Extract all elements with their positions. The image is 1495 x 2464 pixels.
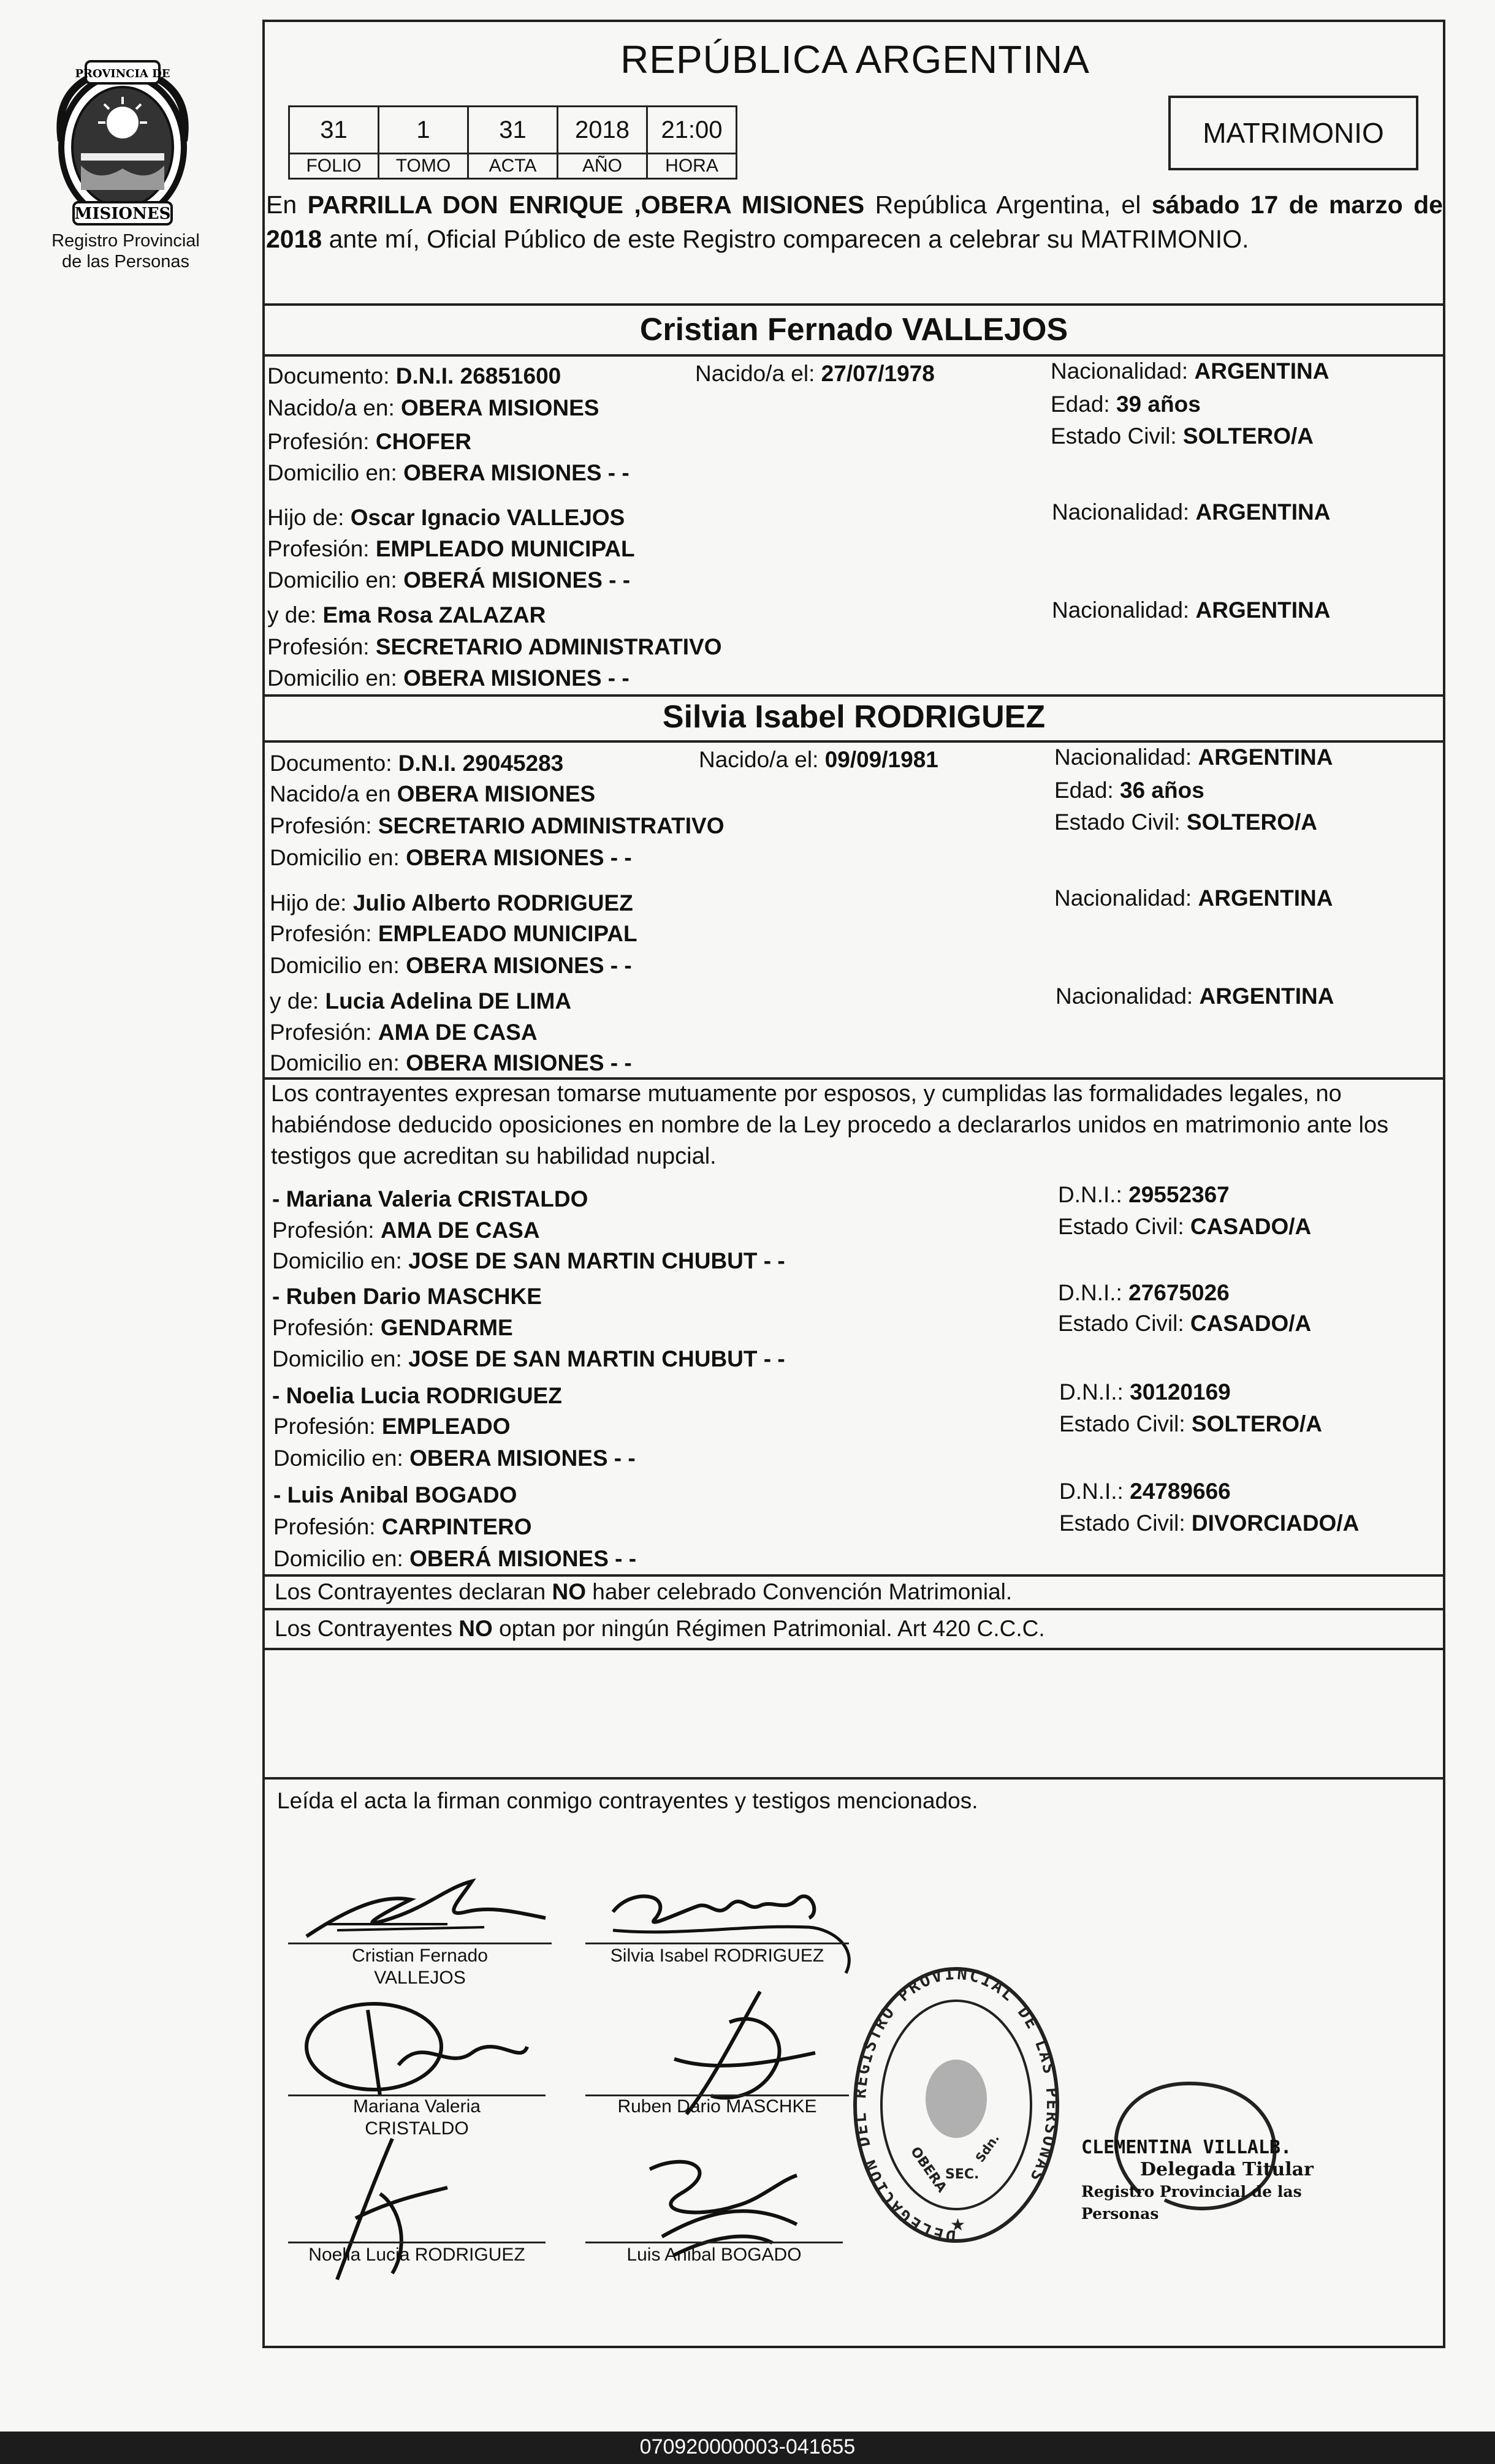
- svg-text:★: ★: [950, 2215, 966, 2235]
- regime-no: NO: [458, 1616, 493, 1641]
- label: Domicilio en:: [270, 953, 400, 978]
- witness-2-civil-status: [1058, 1309, 1311, 1338]
- witness-1-civil-status: [1058, 1212, 1311, 1241]
- witness-2-signature-label: Ruben Dario MASCHKE: [617, 2096, 817, 2117]
- label: Profesión:: [272, 1218, 375, 1243]
- convention-pre: Los Contrayentes declaran: [275, 1579, 552, 1604]
- label: Domicilio en:: [273, 1446, 403, 1471]
- seal-ring-text: DELEGACION DEL REGISTRO PROVINCIAL DE LAS PERSONAS: [850, 1964, 1062, 2246]
- groom-civil-value: SOLTERO/A: [1182, 423, 1314, 449]
- bride-mother-profession-value: AMA DE CASA: [378, 1020, 538, 1045]
- witness-3-signature-icon: [319, 2132, 466, 2292]
- divider: [262, 1777, 1445, 1780]
- sig-name-2: CRISTALDO: [365, 2118, 469, 2139]
- witness-1-address-value: JOSE DE SAN MARTIN CHUBUT - -: [408, 1248, 785, 1273]
- groom-profession: [267, 427, 471, 457]
- ceremony-place: PARRILLA DON ENRIQUE ,OBERA MISIONES: [307, 191, 865, 219]
- groom-father-nationality-value: ARGENTINA: [1195, 499, 1331, 525]
- witness-4-civil-status: [1059, 1509, 1359, 1538]
- declaration-text: Los contrayentes expresan tomarse mutuamente por esposos, y cumplidas las formalidades legales, no habiéndose deducido oposiciones en nombre de la Ley procedo a declararlos unidos en matrimonio ante los testigos que acreditan su habilidad nupcial.: [271, 1081, 1389, 1169]
- label: Edad:: [1054, 778, 1114, 803]
- witness-4-civil-value: DIVORCIADO/A: [1191, 1511, 1360, 1536]
- label: D.N.I.:: [1058, 1280, 1122, 1305]
- groom-name: Cristian Fernado VALLEJOS: [639, 312, 1068, 347]
- closing-text: Leída el acta la firman conmigo contrayentes y testigos mencionados.: [277, 1788, 978, 1813]
- year-value: 2018: [558, 107, 647, 154]
- witness-3-name: - Noelia Lucia RODRIGUEZ: [272, 1383, 562, 1408]
- witness-3-address: [273, 1444, 636, 1473]
- bride-profession: [270, 811, 724, 841]
- label: Domicilio en:: [272, 1248, 402, 1273]
- groom-dni: D.N.I. 26851600: [395, 363, 561, 389]
- witness-2-dni-value: 27675026: [1128, 1280, 1230, 1305]
- witness-3-dni-value: 30120169: [1130, 1379, 1231, 1404]
- witness-2-profession-value: GENDARME: [380, 1315, 513, 1340]
- bride-mother-address: [270, 1048, 632, 1078]
- groom-nationality: [1051, 357, 1329, 386]
- bride-nationality-value: ARGENTINA: [1198, 745, 1333, 770]
- witness-2-profession: [272, 1313, 513, 1343]
- bride-nationality: [1054, 743, 1333, 772]
- witness-4-dni-value: 24789666: [1130, 1479, 1231, 1504]
- regime-text: [275, 1614, 1045, 1643]
- bride-mother-profession: [270, 1018, 538, 1047]
- province-emblem: [49, 61, 196, 227]
- label: Nacionalidad:: [1056, 984, 1193, 1009]
- groom-father-address: [267, 566, 630, 595]
- act-type-box: MATRIMONIO: [1168, 96, 1418, 170]
- witness-3-profession: [273, 1412, 511, 1441]
- bride-dni: D.N.I. 29045283: [398, 751, 564, 776]
- bride-father-nationality: [1054, 884, 1333, 913]
- divider: [262, 1648, 1445, 1650]
- official-name: CLEMENTINA VILLALB.: [1081, 2137, 1292, 2158]
- label: y de:: [270, 988, 319, 1014]
- folio-value: 31: [289, 107, 379, 154]
- label: Domicilio en:: [270, 845, 400, 870]
- label: Nacionalidad:: [1051, 358, 1189, 384]
- bride-birthplace: [270, 779, 595, 809]
- bride-document: [270, 749, 563, 778]
- bride-father-nationality-value: ARGENTINA: [1198, 885, 1333, 911]
- witness-2-civil-value: CASADO/A: [1190, 1311, 1312, 1336]
- label: Profesión:: [267, 536, 370, 561]
- signature-line: [288, 2242, 546, 2243]
- seal-inner-3: Sdn.: [972, 2131, 1003, 2165]
- groom-birthdate: [695, 359, 935, 389]
- intro-paragraph: [266, 188, 1443, 256]
- label: Nacionalidad:: [1054, 885, 1192, 911]
- bride-mother-nationality-value: ARGENTINA: [1199, 984, 1334, 1009]
- seal-inner-1: OBERA: [907, 2144, 950, 2196]
- bride-mother-value: Lucia Adelina DE LIMA: [325, 988, 572, 1014]
- bride-birthdate-value: 09/09/1981: [824, 747, 938, 772]
- label: D.N.I.:: [1058, 1182, 1122, 1207]
- groom-father-profession: [267, 534, 635, 564]
- misiones-emblem-icon: [49, 61, 196, 227]
- label: Estado Civil:: [1059, 1511, 1185, 1536]
- witness-1-profession: [272, 1216, 540, 1245]
- witness-2-address: [272, 1344, 785, 1374]
- ceremony-date: sábado 17 de marzo de 2018: [266, 191, 1443, 253]
- bride-father-value: Julio Alberto RODRIGUEZ: [352, 890, 633, 915]
- witness-3-address-value: OBERA MISIONES - -: [409, 1446, 636, 1471]
- witness-4-dni: [1059, 1477, 1231, 1506]
- witness-1-address: [272, 1246, 785, 1276]
- bride-profession-value: SECRETARIO ADMINISTRATIVO: [378, 813, 725, 838]
- divider: [262, 1574, 1445, 1577]
- witness-1-dni-value: 29552367: [1128, 1182, 1230, 1207]
- official-title: Delegada Titular: [1140, 2159, 1314, 2180]
- label: Estado Civil:: [1058, 1311, 1184, 1336]
- signature-line: [288, 1943, 552, 1944]
- tomo-value: 1: [379, 107, 468, 154]
- label: Nacido/a en:: [267, 395, 395, 420]
- label: Domicilio en:: [267, 460, 397, 485]
- folio-label: FOLIO: [289, 154, 379, 179]
- emblem-top-text: PROVINCIA DE: [75, 67, 170, 80]
- label: Profesión:: [273, 1514, 376, 1539]
- witness-4-address: [273, 1544, 636, 1574]
- hour-value: 21:00: [647, 107, 737, 154]
- label: Domicilio en:: [273, 1546, 403, 1571]
- label: Hijo de:: [267, 505, 344, 530]
- witness-4-address-value: OBERÁ MISIONES - -: [409, 1546, 637, 1571]
- groom-mother-nationality: [1052, 596, 1330, 625]
- witness-1-dni: [1058, 1180, 1230, 1210]
- bride-civil-status: [1054, 808, 1317, 837]
- label: Domicilio en:: [270, 1050, 400, 1075]
- label: Edad:: [1051, 392, 1110, 417]
- label: Documento:: [270, 751, 392, 776]
- bride-father-profession: [270, 919, 637, 949]
- groom-father-value: Oscar Ignacio VALLEJOS: [350, 505, 625, 530]
- convention-no: NO: [552, 1579, 586, 1604]
- groom-address-value: OBERA MISIONES - -: [403, 460, 630, 485]
- label: Profesión:: [267, 429, 370, 454]
- intro-text: ante mí, Oficial Público de este Registro comparecen a celebrar su MATRIMONIO.: [322, 225, 1249, 253]
- groom-nationality-value: ARGENTINA: [1194, 358, 1330, 384]
- label: Profesión:: [272, 1315, 375, 1340]
- label: Nacionalidad:: [1052, 597, 1190, 623]
- registry-caption: [25, 230, 227, 272]
- document-barcode-number: 070920000003-041655: [639, 2435, 856, 2458]
- sig-name-1: Mariana Valeria: [353, 2096, 481, 2117]
- groom-mother-profession-value: SECRETARIO ADMINISTRATIVO: [375, 634, 722, 659]
- bride-mother: [270, 987, 571, 1016]
- registry-seal-icon: [850, 1964, 1062, 2249]
- sig-name-2: VALLEJOS: [374, 1968, 466, 1988]
- bride-signature-icon: [588, 1875, 883, 1985]
- bride-age: [1054, 776, 1204, 805]
- witness-1-profession-value: AMA DE CASA: [380, 1218, 540, 1243]
- witness-3-signature-label: Noelia Lucia RODRIGUEZ: [308, 2245, 525, 2265]
- page-title: REPÚBLICA ARGENTINA: [620, 37, 1090, 82]
- label: Profesión:: [270, 1020, 372, 1045]
- witness-3-civil-status: [1059, 1409, 1322, 1439]
- label: Nacido/a el:: [695, 361, 815, 386]
- signature-line: [585, 2242, 843, 2243]
- witness-4-profession-value: CARPINTERO: [381, 1514, 532, 1539]
- year-label: AÑO: [558, 154, 647, 179]
- groom-mother-address: [267, 664, 630, 693]
- groom-mother-profession: [267, 632, 721, 662]
- witness-4-profession: [273, 1512, 532, 1542]
- groom-mother-nationality-value: ARGENTINA: [1195, 597, 1331, 623]
- bride-father-profession-value: EMPLEADO MUNICIPAL: [378, 921, 637, 946]
- label: Nacido/a el:: [699, 747, 819, 772]
- bride-birthdate: [699, 745, 938, 775]
- bride-age-value: 36 años: [1119, 778, 1204, 803]
- label: Profesión:: [267, 634, 370, 659]
- divider: [262, 694, 1445, 697]
- groom-civil-status: [1051, 422, 1314, 451]
- regime-pre: Los Contrayentes: [275, 1616, 459, 1641]
- regime-post: optan por ningún Régimen Patrimonial. Art 420 C.C.C.: [492, 1616, 1045, 1641]
- label: Profesión:: [270, 813, 372, 838]
- record-labels-row: [289, 154, 737, 179]
- registry-caption-line2: de las Personas: [62, 252, 189, 271]
- convention-post: haber celebrado Convención Matrimonial.: [586, 1579, 1013, 1604]
- tomo-label: TOMO: [379, 154, 468, 179]
- witness-1-name: - Mariana Valeria CRISTALDO: [272, 1186, 588, 1211]
- label: Nacionalidad:: [1052, 499, 1190, 525]
- groom-birthplace-value: OBERA MISIONES: [401, 395, 599, 420]
- label: Nacionalidad:: [1054, 745, 1192, 770]
- witness-1-civil-value: CASADO/A: [1190, 1214, 1312, 1239]
- witness-1-signature-icon: [300, 1992, 546, 2102]
- label: Estado Civil:: [1058, 1214, 1184, 1239]
- registry-caption-line1: Registro Provincial: [51, 231, 200, 251]
- groom-signature-label: [288, 1945, 552, 1989]
- bride-mother-nationality: [1056, 982, 1334, 1011]
- official-office: Registro Provincial de las Personas: [1081, 2183, 1302, 2223]
- bride-address: [270, 843, 632, 873]
- label: Domicilio en:: [267, 665, 397, 691]
- witness-2-name: - Ruben Dario MASCHKE: [272, 1284, 542, 1309]
- groom-father: [267, 503, 625, 533]
- groom-birthplace: [267, 393, 599, 423]
- divider: [262, 1608, 1445, 1610]
- groom-mother: [267, 601, 546, 630]
- official-stamp: [1081, 2137, 1363, 2225]
- label: Profesión:: [270, 921, 372, 946]
- label: Estado Civil:: [1059, 1411, 1185, 1436]
- bride-father-address: [270, 951, 632, 980]
- seal-inner-2: SEC.: [945, 2167, 980, 2182]
- acta-value: 31: [468, 107, 558, 154]
- witness-3-dni: [1059, 1378, 1231, 1407]
- witness-3-civil-value: SOLTERO/A: [1191, 1411, 1323, 1436]
- hour-label: HORA: [647, 154, 737, 179]
- groom-birthdate-value: 27/07/1978: [821, 361, 935, 386]
- witness-4-name: - Luis Anibal BOGADO: [273, 1482, 517, 1507]
- label: Estado Civil:: [1054, 809, 1181, 835]
- groom-age: [1051, 390, 1201, 419]
- witness-2-address-value: JOSE DE SAN MARTIN CHUBUT - -: [408, 1346, 785, 1371]
- intro-text: En: [266, 191, 308, 219]
- convention-text: [275, 1577, 1012, 1607]
- emblem-bottom-text: MISIONES: [74, 205, 171, 223]
- groom-mother-value: Ema Rosa ZALAZAR: [322, 602, 546, 627]
- groom-father-address-value: OBERÁ MISIONES - -: [403, 567, 631, 593]
- label: D.N.I.:: [1059, 1379, 1124, 1404]
- divider: [262, 303, 1445, 306]
- groom-father-profession-value: EMPLEADO MUNICIPAL: [375, 536, 635, 561]
- groom-profession-value: CHOFER: [375, 429, 472, 454]
- groom-father-nationality: [1052, 498, 1330, 527]
- label: Hijo de:: [270, 890, 347, 915]
- groom-document: [267, 362, 561, 391]
- groom-mother-address-value: OBERA MISIONES - -: [403, 665, 630, 691]
- label: Domicilio en:: [272, 1346, 402, 1371]
- label: Profesión:: [273, 1414, 376, 1439]
- signature-line: [585, 1943, 849, 1944]
- bride-civil-value: SOLTERO/A: [1186, 809, 1318, 835]
- intro-text: República Argentina, el: [864, 191, 1152, 219]
- sig-name-1: Cristian Fernado: [352, 1946, 488, 1966]
- witness-3-profession-value: EMPLEADO: [381, 1414, 511, 1439]
- bride-name: Silvia Isabel RODRIGUEZ: [662, 699, 1046, 735]
- record-values-row: [289, 107, 737, 154]
- label: y de:: [267, 602, 317, 627]
- bride-birthplace-value: OBERA MISIONES: [397, 781, 596, 806]
- groom-address: [267, 458, 630, 488]
- witness-2-dni: [1058, 1278, 1230, 1308]
- bride-father: [270, 889, 633, 918]
- label: Estado Civil:: [1051, 423, 1177, 449]
- groom-age-value: 39 años: [1116, 392, 1201, 417]
- bride-signature-label: Silvia Isabel RODRIGUEZ: [610, 1946, 824, 1966]
- record-grid: [288, 105, 737, 180]
- bride-father-address-value: OBERA MISIONES - -: [406, 953, 632, 978]
- label: Documento:: [267, 363, 390, 389]
- acta-label: ACTA: [468, 154, 558, 179]
- bride-mother-address-value: OBERA MISIONES - -: [406, 1050, 632, 1075]
- label: D.N.I.:: [1059, 1479, 1124, 1504]
- label: Nacido/a en: [270, 781, 391, 806]
- witness-4-signature-label: Luis Anibal BOGADO: [626, 2245, 802, 2265]
- bride-address-value: OBERA MISIONES - -: [406, 845, 632, 870]
- label: Domicilio en:: [267, 567, 397, 593]
